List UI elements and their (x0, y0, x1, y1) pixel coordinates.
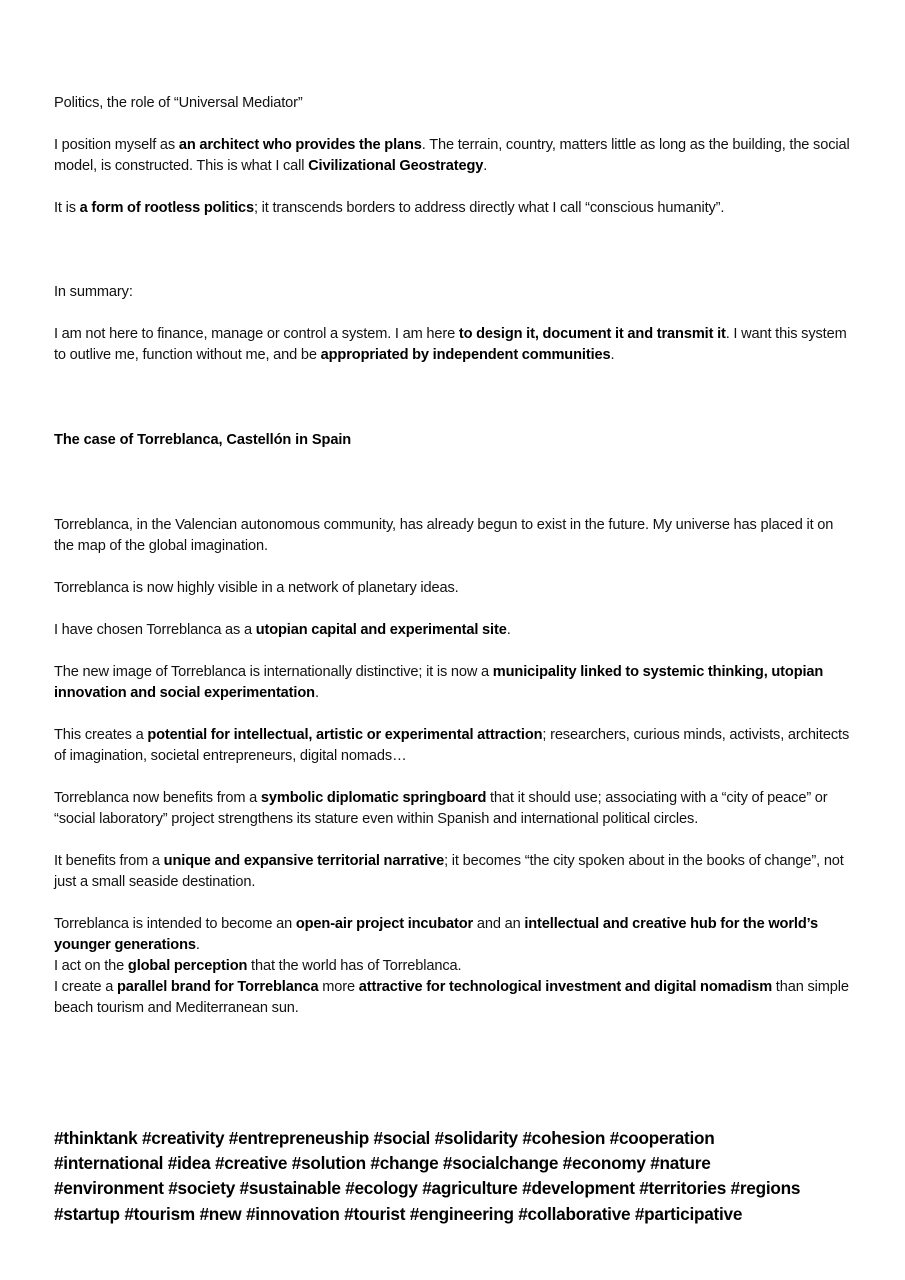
hashtag-line: #startup #tourism #new #innovation #tourist #engineering #collaborative #participative (54, 1203, 743, 1224)
paragraph-planetary-network: Torreblanca is now highly visible in a network of planetary ideas. (54, 580, 459, 596)
paragraph-project-incubator: Torreblanca is intended to become an open-air project incubator and an intellectual and creative hub for the world’s younger generations. I act on the global perception that the world has of Torreblanca. I create a parallel brand for Torreblanca more attractive for technological investment and digital nomadism than simple beach tourism and Mediterranean sun. (54, 916, 849, 1016)
hashtag-line: #thinktank #creativity #entrepreneuship #social #solidarity #cohesion #cooperation (54, 1128, 715, 1148)
spacer (54, 219, 854, 282)
spacer (54, 177, 854, 198)
document-body (54, 93, 854, 1019)
spacer (54, 830, 854, 851)
spacer (54, 451, 854, 515)
paragraph-in-summary-label: In summary: (54, 284, 133, 300)
paragraph-diplomatic-springboard: Torreblanca now benefits from a symbolic diplomatic springboard that it should use; associating with a “city of peace” or “social laboratory” project strengthens its stature even within Spanish and international political circles. (54, 790, 828, 827)
spacer (54, 366, 854, 430)
hashtag-block (54, 1126, 854, 1227)
paragraph-rootless-politics: It is a form of rootless politics; it transcends borders to address directly what I call “conscious humanity”. (54, 200, 725, 216)
section-heading-torreblanca-case: The case of Torreblanca, Castellón in Spain (54, 432, 352, 448)
hashtag-line: #environment #society #sustainable #ecology #agriculture #development #territories #regions (54, 1178, 801, 1199)
spacer (54, 114, 854, 135)
spacer (54, 557, 854, 578)
paragraph-attraction-potential: This creates a potential for intellectual, artistic or experimental attraction; researchers, curious minds, activists, architects of imagination, societal entrepreneurs, digital nomads… (54, 727, 850, 764)
paragraph-intro-line: Politics, the role of “Universal Mediator” (54, 95, 303, 111)
paragraph-territorial-narrative: It benefits from a unique and expansive territorial narrative; it becomes “the city spoken about in the books of change”, not just a small seaside destination. (54, 853, 844, 890)
paragraph-valencian-community: Torreblanca, in the Valencian autonomous community, has already begun to exist in the future. My universe has placed it on the map of the global imagination. (54, 517, 834, 554)
spacer (54, 599, 854, 620)
hashtag-line: #international #idea #creative #solution #change #socialchange #economy #nature (54, 1153, 711, 1174)
spacer (54, 303, 854, 324)
spacer (54, 767, 854, 788)
spacer (54, 893, 854, 914)
paragraph-summary: I am not here to finance, manage or control a system. I am here to design it, document it and transmit it. I want this system to outlive me, function without me, and be appropriated by independent communities. (54, 326, 847, 363)
spacer (54, 704, 854, 725)
paragraph-new-image: The new image of Torreblanca is internationally distinctive; it is now a municipality linked to systemic thinking, utopian innovation and social experimentation. (54, 664, 824, 701)
spacer (54, 641, 854, 662)
paragraph-utopian-capital: I have chosen Torreblanca as a utopian capital and experimental site. (54, 622, 511, 638)
paragraph-architect: I position myself as an architect who provides the plans. The terrain, country, matters little as long as the building, the social model, is constructed. This is what I call Civilizational Geostrategy. (54, 137, 850, 174)
